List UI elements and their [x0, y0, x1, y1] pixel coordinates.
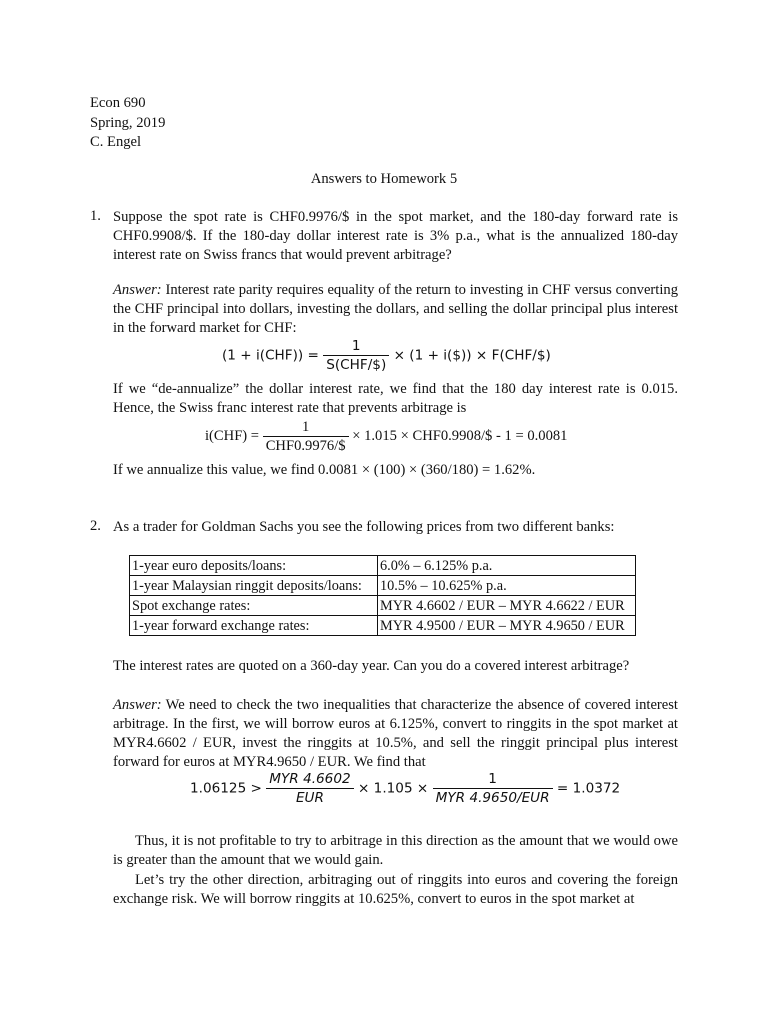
table-row — [130, 616, 636, 636]
equation-3-denominator-2: MYR 4.9650/EUR — [435, 790, 550, 806]
question-1-answer — [113, 281, 678, 338]
equation-2-lhs: i(CHF) = — [205, 427, 260, 444]
equation-3-mid: × 1.105 × — [357, 780, 429, 797]
table-cell: 10.5% – 10.625% p.a. — [378, 576, 636, 596]
table-cell: 6.0% – 6.125% p.a. — [378, 556, 636, 576]
equation-1-rhs: × (1 + i($)) × F(CHF/$) — [393, 347, 551, 364]
thus-text: Thus, it is not profitable to try to arbitrage in this direction as the amount that we would owe is greater than the amount that we would gain. — [113, 833, 678, 868]
equation-3-numerator-2: 1 — [433, 771, 553, 789]
equation-3-rhs: = 1.0372 — [556, 780, 621, 797]
answer-text: Interest rate parity requires equality of the return to investing in CHF versus converting the CHF principal into dollars, investing the dollars, and selling the dollar principal plus interest in the forward market for CHF: — [113, 282, 678, 336]
instructor: C. Engel — [90, 134, 142, 150]
other-direction-text: Let’s try the other direction, arbitraging out of ringgits into euros and covering the foreign exchange risk. We will borrow ringgits at 10.625%, convert to euros in the spot market at — [113, 872, 678, 907]
question-2-text: As a trader for Goldman Sachs you see the following prices from two different banks: — [113, 519, 615, 535]
equation-3 — [190, 771, 620, 806]
equation-1-lhs: (1 + i(CHF)) = — [222, 347, 319, 364]
question-1-text: Suppose the spot rate is CHF0.9976/$ in the spot market, and the 180-day forward rate is CHF0.9908/$. If the 180-day dollar interest rate is 3% p.a., what is the annualized 180-day interest rate on Swiss francs that would prevent arbitrage? — [113, 209, 678, 263]
quoted-text: The interest rates are quoted on a 360-day year. Can you do a covered interest arbitrage? — [113, 658, 630, 674]
equation-3-fraction-1 — [266, 771, 353, 806]
table-cell: 1-year forward exchange rates: — [130, 616, 378, 636]
equation-3-lhs: 1.06125 > — [190, 780, 262, 797]
question-2-answer — [113, 696, 678, 772]
equation-1-numerator: 1 — [323, 338, 389, 356]
equation-1-denominator: S(CHF/$) — [326, 357, 387, 373]
table-cell: 1-year euro deposits/loans: — [130, 556, 378, 576]
table-row — [130, 576, 636, 596]
question-1-number: 1. — [90, 208, 101, 224]
table-cell: 1-year Malaysian ringgit deposits/loans: — [130, 576, 378, 596]
answer-text: We need to check the two inequalities that characterize the absence of covered interest arbitrage. In the first, we will borrow euros at 6.125%, convert to ringgits in the spot market at MYR4.6602 / EUR, invest the ringgits at 10.5%, and sell the ringgit principal plus interest forward for euros at MYR4.9650 / EUR. We find that — [113, 697, 678, 770]
equation-2-numerator: 1 — [263, 419, 349, 437]
rates-table — [129, 555, 636, 636]
equation-2-denominator: CHF0.9976/$ — [265, 438, 346, 454]
equation-2 — [205, 419, 567, 454]
equation-3-numerator-1: MYR 4.6602 — [266, 771, 353, 789]
annualize-text: If we annualize this value, we find 0.0081 × (100) × (360/180) = 1.62%. — [113, 462, 536, 478]
answer-label: Answer: — [113, 697, 162, 713]
table-cell: MYR 4.6602 / EUR – MYR 4.6622 / EUR — [378, 596, 636, 616]
equation-1 — [222, 338, 551, 373]
equation-1-fraction — [323, 338, 389, 373]
document-header — [90, 94, 165, 153]
table-row — [130, 556, 636, 576]
equation-3-fraction-2 — [433, 771, 553, 806]
equation-2-fraction — [263, 419, 349, 454]
table-cell: MYR 4.9500 / EUR – MYR 4.9650 / EUR — [378, 616, 636, 636]
term: Spring, 2019 — [90, 114, 166, 131]
deannualize-text: If we “de-annualize” the dollar interest rate, we find that the 180 day interest rate is 0.015. Hence, the Swiss franc interest rate that prevents arbitrage is — [113, 381, 678, 416]
table-row — [130, 596, 636, 616]
question-2-number: 2. — [90, 518, 101, 534]
course-name: Econ 690 — [90, 95, 146, 111]
equation-2-rhs: × 1.015 × CHF0.9908/$ - 1 = 0.0081 — [352, 427, 568, 444]
equation-3-denominator-1: EUR — [295, 790, 324, 806]
document-title: Answers to Homework 5 — [310, 171, 458, 187]
answer-label: Answer: — [113, 282, 162, 298]
table-cell: Spot exchange rates: — [130, 596, 378, 616]
